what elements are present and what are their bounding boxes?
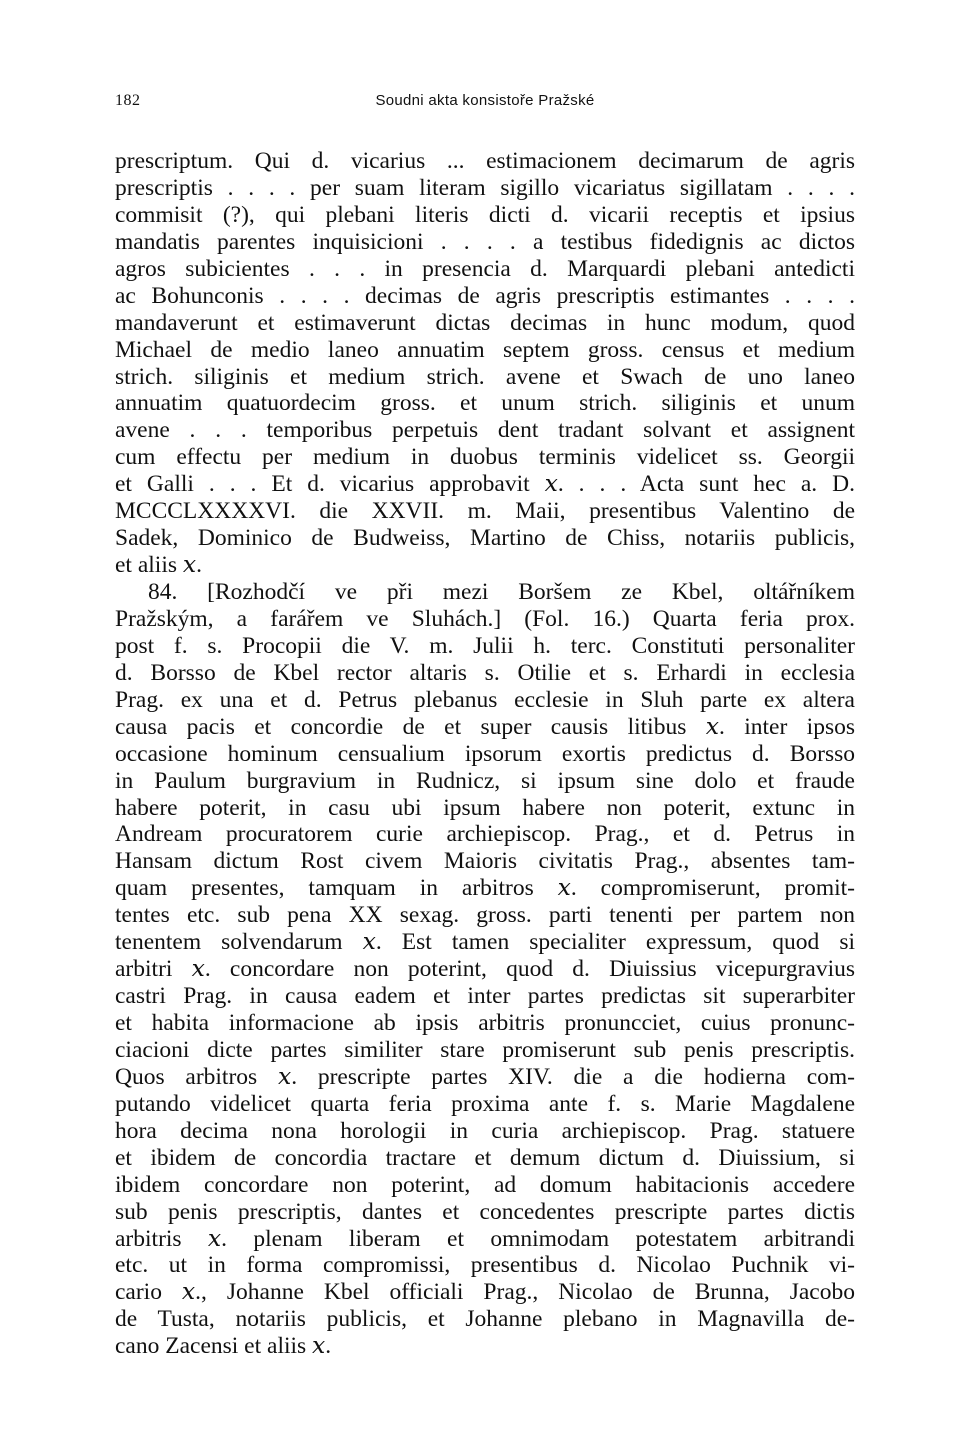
- text-line: cano Zacensi et aliis 𝑥.: [115, 1333, 332, 1360]
- section-heading-line: 84. [Rozhodčí ve při mezi Boršem ze Kbel, oltářníkem: [148, 579, 855, 605]
- text-line: Andream procuratorem curie archiepiscop. Prag., et d. Petrus in: [115, 821, 855, 848]
- text-line: MCCCLXXXXVI. die XXVII. m. Maii, presentibus Valentino de: [115, 498, 855, 525]
- text-line: d. Borsso de Kbel rector altaris s. Otilie et s. Erhardi in ecclesia: [115, 659, 855, 686]
- text-line: post f. s. Procopii die V. m. Julii h. terc. Constituti personaliter: [115, 632, 855, 659]
- text-line: mandatis parentes inquisicioni . . . . a testibus fidedignis ac dictos: [115, 228, 855, 255]
- text-line: Pražským, a farářem ve Sluhách.] (Fol. 16.) Quarta feria prox.: [115, 605, 855, 632]
- text-line: arbitri 𝑥. concordare non poterint, quod d. Diuissius vicepurgravius: [115, 956, 855, 983]
- text-line: cum effectu per medium in duobus terminis videlicet ss. Georgii: [115, 444, 855, 471]
- text-line: strich. siliginis et medium strich. avene et Swach de uno laneo: [115, 363, 855, 390]
- text-line: ac Bohunconis . . . . decimas de agris prescriptis estimantes . . . .: [115, 282, 855, 309]
- text-line: prescriptis . . . . per suam literam sigillo vicariatus sigillatam . . . .: [115, 174, 855, 201]
- text-line: castri Prag. in causa eadem et inter partes predictas sit superarbiter: [115, 983, 855, 1010]
- text-line: tentes etc. sub pena XX sexag. gross. parti tenenti per partem non: [115, 902, 855, 929]
- text-line: in Paulum burgravium in Rudnicz, si ipsum sine dolo et fraude: [115, 767, 855, 794]
- text-line: Hansam dictum Rost civem Maioris civitatis Prag., absentes tam-: [115, 848, 855, 875]
- text-line: tenentem solvendarum 𝑥. Est tamen specialiter expressum, quod si: [115, 929, 855, 956]
- text-line: putando videlicet quarta feria proxima ante f. s. Marie Magdalene: [115, 1090, 855, 1117]
- page-number: 182: [115, 92, 141, 109]
- text-line: annuatim quatuordecim gross. et unum strich. siliginis et unum: [115, 390, 855, 417]
- text-line: Michael de medio laneo annuatim septem gross. census et medium: [115, 336, 855, 363]
- text-line: et aliis 𝑥.: [115, 552, 203, 579]
- text-line: et habita informacione ab ipsis arbitris pronuncciet, cuius pronunc-: [115, 1010, 855, 1036]
- text-line: occasione hominum censualium ipsorum exortis predictus d. Borsso: [115, 740, 855, 767]
- text-line: de Tusta, notariis publicis, et Johanne plebano in Magnavilla de-: [115, 1306, 855, 1333]
- text-line: Sadek, Dominico de Budweiss, Martino de Chiss, notariis publicis,: [115, 525, 855, 552]
- text-line: ibidem concordare non poterint, ad domum habitacionis accedere: [115, 1171, 855, 1198]
- text-line: habere poterit, in casu ubi ipsum habere non poterit, extunc in: [115, 794, 855, 821]
- text-line: hora decima nona horologii in curia archiepiscop. Prag. statuere: [115, 1117, 855, 1144]
- text-line: avene . . . temporibus perpetuis dent tradant solvant et assignent: [115, 417, 855, 444]
- text-line: Prag. ex una et d. Petrus plebanus ecclesie in Sluh parte ex altera: [115, 686, 855, 713]
- text-line: mandaverunt et estimaverunt dictas decimas in hunc modum, quod: [115, 309, 855, 336]
- text-line: agros subicientes . . . in presencia d. Marquardi plebani antedicti: [115, 255, 855, 282]
- text-line: ciacioni dicte partes similiter stare promiserunt sub penis prescriptis.: [115, 1036, 855, 1063]
- text-line: arbitris 𝑥. plenam liberam et omnimodam potestatem arbitrandi: [115, 1225, 855, 1252]
- text-line: et Galli . . . Et d. vicarius approbavit 𝑥. . . . Acta sunt hec a. D.: [115, 471, 855, 498]
- text-line: quam presentes, tamquam in arbitros 𝑥. compromiserunt, promit-: [115, 875, 855, 902]
- running-title: Soudni akta konsistoře Pražské: [375, 92, 595, 109]
- text-line: prescriptum. Qui d. vicarius ... estimacionem decimarum de agris: [115, 148, 855, 174]
- text-line: sub penis prescriptis, dantes et concedentes prescripte partes dictis: [115, 1198, 855, 1225]
- running-head: [115, 92, 855, 116]
- text-line: causa pacis et concordie de et super causis litibus 𝑥. inter ipsos: [115, 713, 855, 740]
- text-line: Quos arbitros 𝑥. prescripte partes XIV. die a die hodierna com-: [115, 1063, 855, 1090]
- body-text: [115, 148, 855, 1360]
- text-line: cario 𝑥., Johanne Kbel officiali Prag., Nicolao de Brunna, Jacobo: [115, 1279, 855, 1306]
- text-line: commisit (?), qui plebani literis dicti d. vicarii receptis et ipsius: [115, 201, 855, 228]
- text-line: et ibidem de concordia tractare et demum dictum d. Diuissium, si: [115, 1144, 855, 1171]
- text-line: etc. ut in forma compromissi, presentibus d. Nicolao Puchnik vi-: [115, 1252, 855, 1279]
